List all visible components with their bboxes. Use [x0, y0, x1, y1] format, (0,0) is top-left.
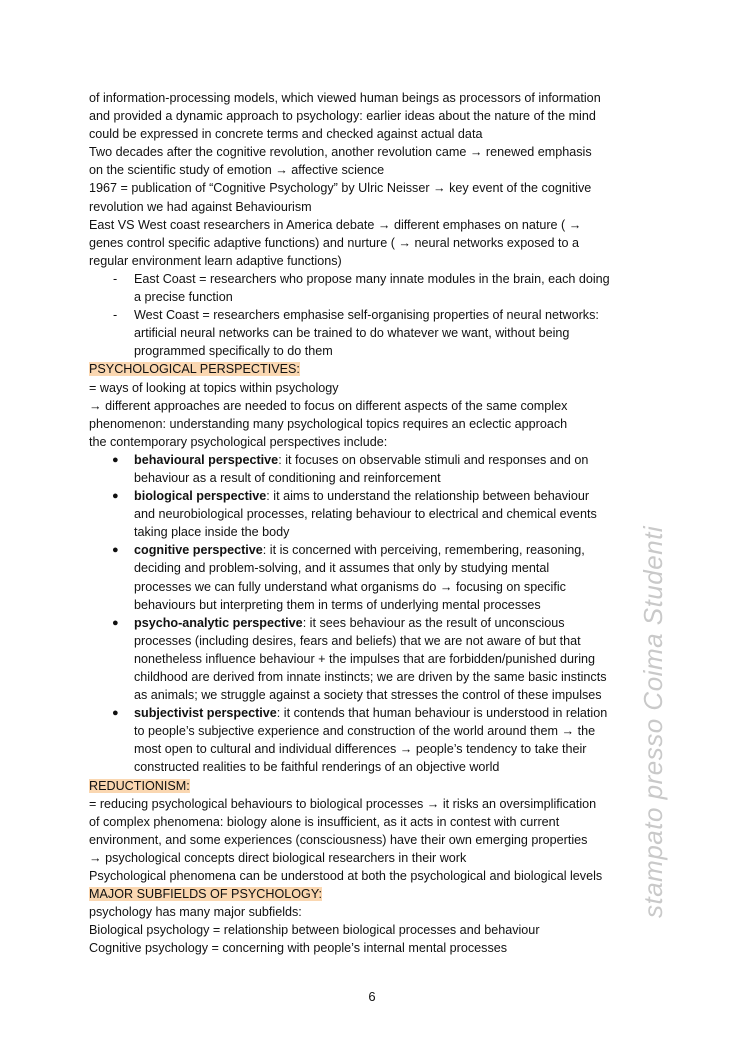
- list-item-subjectivist: [89, 704, 661, 776]
- reductionism-section: [89, 777, 661, 886]
- text-line: and neurobiological processes, relating behaviour to electrical and chemical events: [134, 507, 597, 522]
- text-line: nonetheless influence behaviour + the impulses that are forbidden/punished during: [134, 651, 596, 666]
- coast-list: [89, 270, 661, 360]
- perspectives-section: [89, 360, 661, 776]
- text-line: 1967 = publication of “Cognitive Psychology” by Ulric Neisser → key event of the cognitive: [89, 181, 592, 196]
- text-line: as animals; we struggle against a society that stresses the control of these impulses: [134, 688, 602, 703]
- bullet-marker: ●: [112, 707, 119, 720]
- intro-text: [89, 89, 661, 270]
- text-line: artificial neural networks can be trained to do whatever we want, without being: [134, 326, 570, 341]
- text-line: genes control specific adaptive functions) and nurture ( → neural networks exposed to a: [89, 235, 580, 250]
- text-line: Psychological phenomena can be understood at both the psychological and biological levels: [89, 869, 603, 884]
- text-line: : it sees behaviour as the result of unconscious: [302, 615, 565, 630]
- text-line: → different approaches are needed to focus on different aspects of the same complex: [89, 398, 568, 413]
- list-item-biological: [89, 487, 661, 541]
- watermark-text: stampato presso Coima Studenti: [638, 525, 668, 918]
- text-line: psychology has many major subfields:: [89, 905, 302, 920]
- text-line: West Coast = researchers emphasise self-organising properties of neural networks:: [134, 308, 599, 323]
- section-heading-perspectives: PSYCHOLOGICAL PERSPECTIVES:: [89, 362, 300, 377]
- text-line: taking place inside the body: [134, 525, 290, 540]
- text-line: East Coast = researchers who propose many innate modules in the brain, each doing: [134, 271, 610, 286]
- text-line: processes we can fully understand what organisms do → focusing on specific: [134, 579, 566, 594]
- bullet-marker: ●: [112, 453, 119, 466]
- term-label: cognitive perspective: [134, 543, 263, 558]
- text-line: deciding and problem-solving, and it assumes that only by studying mental: [134, 561, 550, 576]
- text-line: behaviours but interpreting them in terms of underlying mental processes: [134, 597, 541, 612]
- term-label: behavioural perspective: [134, 452, 279, 467]
- dash-marker: -: [113, 308, 118, 323]
- text-line: environment, and some experiences (consciousness) have their own emerging properties: [89, 832, 588, 847]
- text-line: : it aims to understand the relationship between behaviour: [266, 489, 590, 504]
- text-line: regular environment learn adaptive functions): [89, 253, 342, 268]
- text-line: to people’s subjective experience and construction of the world around them → the: [134, 724, 596, 739]
- text-line: → psychological concepts direct biological researchers in their work: [89, 850, 467, 865]
- text-line: revolution we had against Behaviourism: [89, 199, 312, 214]
- bullet-marker: ●: [112, 490, 119, 503]
- section-heading-subfields: MAJOR SUBFIELDS OF PSYCHOLOGY:: [89, 887, 323, 902]
- text-line: on the scientific study of emotion → affective science: [89, 163, 385, 178]
- text-line: phenomenon: understanding many psychological topics requires an eclectic approach: [89, 416, 568, 431]
- term-label: biological perspective: [134, 489, 267, 504]
- text-line: the contemporary psychological perspectives include:: [89, 434, 388, 449]
- text-line: behaviour as a result of conditioning and reinforcement: [134, 470, 441, 485]
- bullet-marker: ●: [112, 616, 119, 629]
- subfields-section: [89, 885, 661, 957]
- text-line: childhood are derived from innate instincts; we are driven by the same basic instincts: [134, 670, 607, 684]
- text-line: : it focuses on observable stimuli and responses and on: [278, 452, 589, 467]
- list-item-psycho-analytic: [89, 614, 661, 704]
- list-item-east-coast: [89, 270, 661, 306]
- list-item-behavioural: [89, 451, 661, 487]
- text-line: most open to cultural and individual differences → people’s tendency to take their: [134, 742, 587, 757]
- text-line: of information-processing models, which viewed human beings as processors of information: [89, 91, 601, 105]
- text-line: : it is concerned with perceiving, remembering, reasoning,: [262, 543, 585, 558]
- text-line: : it contends that human behaviour is understood in relation: [276, 706, 608, 721]
- term-label: subjectivist perspective: [134, 706, 277, 721]
- text-line: and provided a dynamic approach to psychology: earlier ideas about the nature of the mind: [89, 109, 596, 124]
- text-line: Two decades after the cognitive revolution, another revolution came → renewed emphasis: [89, 145, 592, 160]
- text-line: Cognitive psychology = concerning with people’s internal mental processes: [89, 941, 508, 956]
- text-line: programmed specifically to do them: [134, 344, 333, 359]
- text-line: could be expressed in concrete terms and checked against actual data: [89, 127, 483, 142]
- watermark: [638, 525, 668, 928]
- text-line: = reducing psychological behaviours to biological processes → it risks an oversimplification: [89, 796, 597, 811]
- text-line: of complex phenomena: biology alone is insufficient, as it acts in contest with current: [89, 814, 560, 829]
- list-item-cognitive: [89, 541, 661, 613]
- dash-marker: -: [113, 271, 118, 286]
- section-heading-reductionism: REDUCTIONISM:: [89, 778, 190, 793]
- text-line: a precise function: [134, 290, 233, 305]
- text-line: Biological psychology = relationship between biological processes and behaviour: [89, 923, 540, 938]
- page-number: 6: [368, 989, 376, 1004]
- text-line: constructed realities to be faithful renderings of an objective world: [134, 760, 500, 775]
- list-item-west-coast: [89, 306, 661, 360]
- document-page: [89, 89, 661, 958]
- bullet-marker: ●: [112, 544, 119, 557]
- text-line: processes (including desires, fears and beliefs) that we are not aware of but that: [134, 633, 581, 648]
- term-label: psycho-analytic perspective: [134, 615, 303, 630]
- text-line: East VS West coast researchers in America debate → different emphases on nature ( →: [89, 217, 582, 232]
- text-line: = ways of looking at topics within psychology: [89, 380, 339, 395]
